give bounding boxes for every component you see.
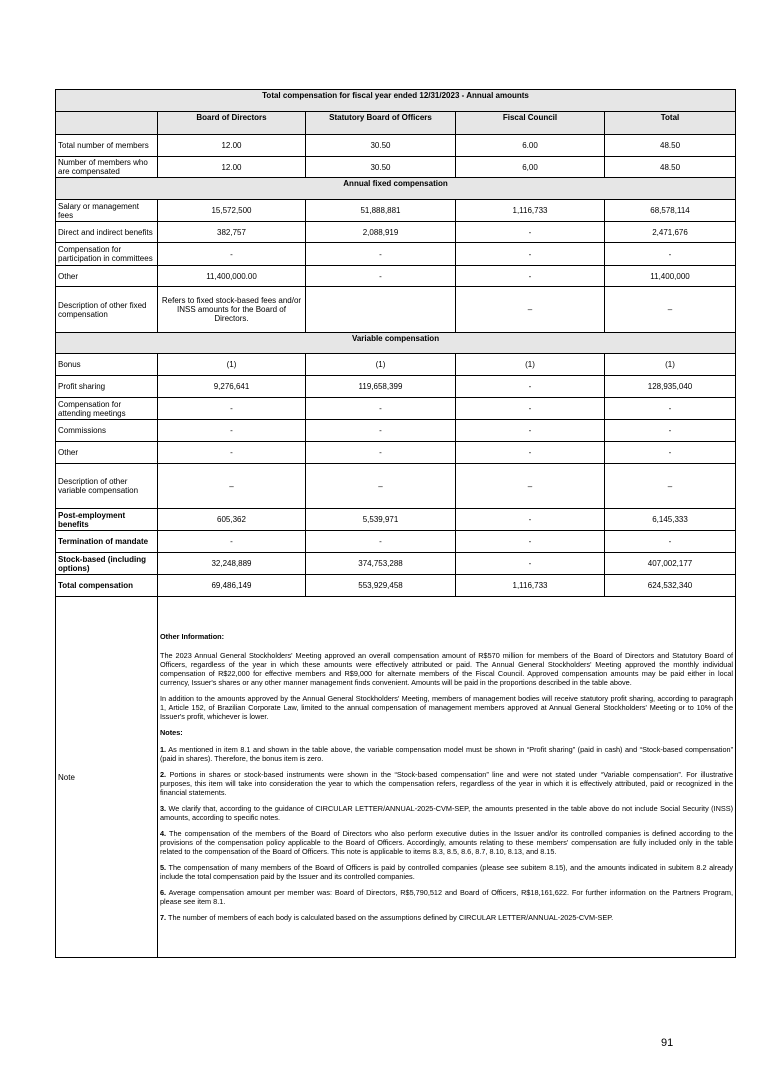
row-label: Other [56,442,158,464]
row-label: Salary or management fees [56,200,158,222]
row-label: Termination of mandate [56,531,158,553]
cell: (1) [158,354,306,376]
table-row [56,575,736,597]
row-label: Compensation for attending meetings [56,398,158,420]
cell: – [158,464,306,509]
cell: – [456,464,605,509]
cell: (1) [306,354,456,376]
cell: - [158,398,306,420]
note-item [160,745,733,763]
cell: - [158,243,306,266]
cell: 12.00 [158,157,306,178]
note-number: 2. [160,770,167,779]
header-blank [56,112,158,135]
cell: - [306,531,456,553]
table-row [56,157,736,178]
cell: - [306,420,456,442]
section-header-fixed: Annual fixed compensation [56,178,736,200]
cell: - [456,376,605,398]
cell: (1) [605,354,736,376]
note-label: Note [56,597,158,958]
note-paragraph: The 2023 Annual General Stockholders' Meeting approved an overall compensation amount of R$570 million for members of the Board of Directors and Statutory Board of Officers, regardless of the year in which these amounts were effectively attributed or paid. The Annual General Stockholders' Meeting approved the monthly individual compensation of R$22,000 for effective members and R$9,000 for alternate members of the Fiscal Council. Approved compensation amounts may be paid either in local currency, Issuer's shares or any other manner management finds convenient. Amounts will be paid in the proportions described in the table above. [160,651,734,687]
cell: 6.00 [456,135,605,157]
table-row [56,509,736,531]
cell: 11,400,000.00 [158,266,306,287]
cell: - [605,531,736,553]
table-row [56,243,736,266]
note-text: The compensation of the members of the Board of Directors who also perform executive duties in the Issuer and/or its controlled companies is defined according to the provisions of the compensation policy applicable to the Board of Officers. Accordingly, amounts relating to these members' compensation are fully included only in the table related to the compensation of the Board of Officers. This note is applicable to items 8.3, 8.5, 8.6, 8.7, 8.10, 8.13, and 8.15. [160,829,734,856]
table-row [56,200,736,222]
note-number: 3. [160,804,167,813]
row-label: Post-employment benefits [56,509,158,531]
row-label: Total number of members [56,135,158,157]
cell: - [456,442,605,464]
cell: - [306,243,456,266]
table-row [56,420,736,442]
note-number: 6. [160,888,167,897]
table-row [56,531,736,553]
note-number: 1. [160,745,167,754]
cell: - [158,531,306,553]
cell: 69,486,149 [158,575,306,597]
cell: 624,532,340 [605,575,736,597]
cell: - [456,398,605,420]
cell: 2,088,919 [306,222,456,243]
col-header-total: Total [605,112,736,135]
cell: 5,539,971 [306,509,456,531]
cell: 382,757 [158,222,306,243]
table-row [56,222,736,243]
note-item [160,829,733,856]
cell: - [456,553,605,575]
note-text: The compensation of many members of the Board of Officers is paid by controlled companies (please see subitem 8.15), and the amounts indicated in subitem 8.2 already include the total compensation paid by the Issuer and its controlled companies. [160,863,734,881]
compensation-table [55,89,736,958]
cell: 9,276,641 [158,376,306,398]
cell: 1,116,733 [456,200,605,222]
table-row [56,287,736,333]
note-text: As mentioned in item 8.1 and shown in the table above, the variable compensation model must be shown in “Profit sharing” (paid in cash) and “Stock-based compensation” (paid in shares). Therefore, the bonus item is zero. [160,745,734,763]
cell: 30.50 [306,157,456,178]
cell: Refers to fixed stock-based fees and/or INSS amounts for the Board of Directors. [158,287,306,333]
col-header-statutory-board: Statutory Board of Officers [306,112,456,135]
note-number: 5. [160,863,167,872]
cell: - [456,509,605,531]
cell: – [456,287,605,333]
table-row [56,354,736,376]
note-item [160,913,733,922]
row-label: Stock-based (including options) [56,553,158,575]
row-label: Description of other variable compensation [56,464,158,509]
col-header-fiscal-council: Fiscal Council [456,112,605,135]
cell: 12.00 [158,135,306,157]
note-text: Portions in shares or stock-based instruments were shown in the “Stock-based compensation” line and were not stated under “Variable compensation”. For illustrative purposes, this item will take into consideration the year to which the compensation refers, regardless of the year in which it is effectively attributed, paid or recognized in the financial statements. [160,770,734,797]
note-text: The number of members of each body is calculated based on the assumptions defined by CIRCULAR LETTER/ANNUAL-2025-CVM-SEP. [168,913,614,922]
cell: - [605,398,736,420]
cell: – [605,287,736,333]
cell: - [605,420,736,442]
cell: 6,00 [456,157,605,178]
cell: 48.50 [605,135,736,157]
row-label: Total compensation [56,575,158,597]
row-label: Commissions [56,420,158,442]
row-label: Compensation for participation in committees [56,243,158,266]
cell: - [306,266,456,287]
cell: (1) [456,354,605,376]
section-header-variable: Variable compensation [56,333,736,354]
note-item [160,888,733,906]
note-number: 4. [160,829,167,838]
cell: 605,362 [158,509,306,531]
cell: – [605,464,736,509]
cell: - [605,243,736,266]
table-row [56,266,736,287]
notes-heading: Notes: [160,728,183,737]
col-header-board-of-directors: Board of Directors [158,112,306,135]
table-row [56,398,736,420]
cell: 6,145,333 [605,509,736,531]
cell: - [456,222,605,243]
note-item [160,770,733,797]
table-row [56,464,736,509]
note-item [160,804,733,822]
cell: - [456,266,605,287]
cell: - [456,531,605,553]
cell: 374,753,288 [306,553,456,575]
cell: 407,002,177 [605,553,736,575]
note-text: Average compensation amount per member was: Board of Directors, R$5,790,512 and Board of Officers, R$18,161,622. For further information on the Partners Program, please see item 8.1. [160,888,734,906]
cell: 15,572,500 [158,200,306,222]
cell: - [158,442,306,464]
cell: 68,578,114 [605,200,736,222]
cell: 119,658,399 [306,376,456,398]
note-paragraph: In addition to the amounts approved by the Annual General Stockholders' Meeting, members of management bodies will receive statutory profit sharing, according to paragraph 1, Article 152, of Brazilian Corporate Law, limited to the annual compensation of management members approved at Annual General Stockholders' Meeting or to 10% of the Issuer's profit, whichever is lower. [160,694,734,721]
cell: 48.50 [605,157,736,178]
cell: 553,929,458 [306,575,456,597]
row-label: Number of members who are compensated [56,157,158,178]
cell: - [456,243,605,266]
cell: 51,888,881 [306,200,456,222]
page-number: 91 [661,1037,674,1049]
note-item [160,863,733,881]
other-information-heading: Other Information: [160,632,225,641]
row-label: Other [56,266,158,287]
cell: - [456,420,605,442]
cell: 30.50 [306,135,456,157]
cell: - [605,442,736,464]
row-label: Profit sharing [56,376,158,398]
cell: 128,935,040 [605,376,736,398]
cell: - [158,420,306,442]
cell: 2,471,676 [605,222,736,243]
note-number: 7. [160,913,167,922]
table-row [56,553,736,575]
table-title: Total compensation for fiscal year ended 12/31/2023 - Annual amounts [56,90,736,112]
note-row [56,597,736,958]
row-label: Description of other fixed compensation [56,287,158,333]
table-row [56,135,736,157]
cell: - [306,442,456,464]
note-text: We clarify that, according to the guidance of CIRCULAR LETTER/ANNUAL-2025-CVM-SEP, the amounts presented in the table above do not include Social Security (INSS) amounts, according to specific notes. [160,804,734,822]
cell: 32,248,889 [158,553,306,575]
row-label: Bonus [56,354,158,376]
row-label: Direct and indirect benefits [56,222,158,243]
cell: 11,400,000 [605,266,736,287]
cell: - [306,398,456,420]
note-content [158,597,736,958]
table-row [56,376,736,398]
cell: – [306,464,456,509]
cell [306,287,456,333]
table-row [56,442,736,464]
cell: 1,116,733 [456,575,605,597]
